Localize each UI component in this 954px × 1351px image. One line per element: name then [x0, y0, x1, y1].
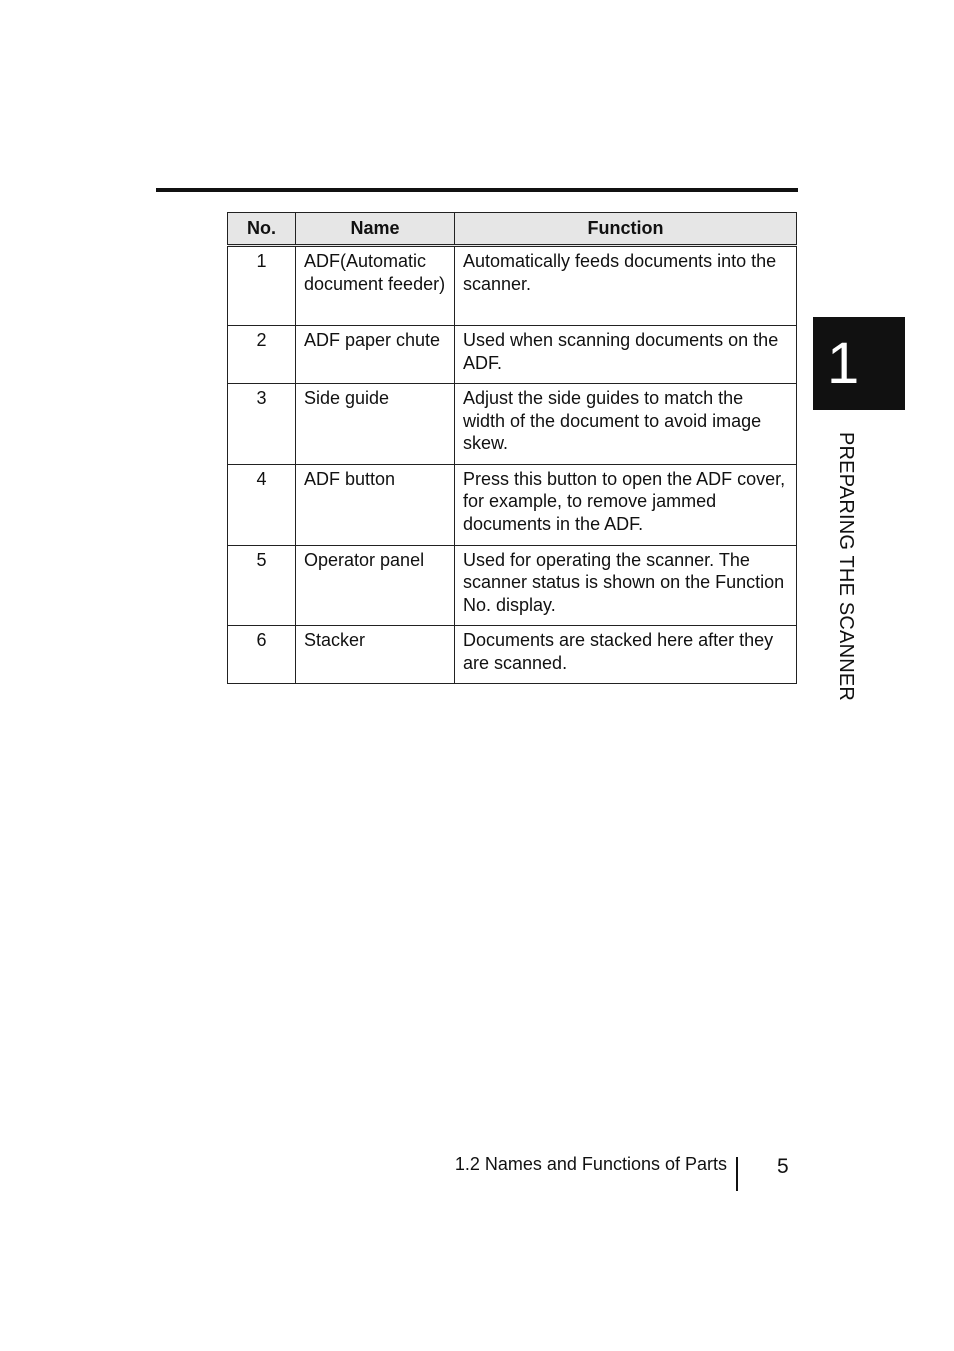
- row-no: 2: [228, 326, 296, 384]
- row-name: ADF button: [296, 464, 455, 545]
- top-rule: [156, 188, 798, 192]
- row-function: Used for operating the scanner. The scanner status is shown on the Function No. display.: [455, 545, 797, 626]
- table-header-row: [228, 213, 797, 246]
- chapter-title: PREPARING THE SCANNER: [835, 432, 857, 702]
- row-function: Documents are stacked here after they are scanned.: [455, 626, 797, 684]
- row-no: 3: [228, 384, 296, 465]
- row-no: 4: [228, 464, 296, 545]
- header-function: Function: [455, 213, 797, 246]
- header-no: No.: [228, 213, 296, 246]
- chapter-number-tab: 1: [813, 317, 905, 410]
- row-name: Side guide: [296, 384, 455, 465]
- page-number: 5: [777, 1155, 789, 1178]
- row-name: Stacker: [296, 626, 455, 684]
- table-row: [228, 464, 797, 545]
- table-row: [228, 326, 797, 384]
- row-name: Operator panel: [296, 545, 455, 626]
- row-name: ADF paper chute: [296, 326, 455, 384]
- row-function: Adjust the side guides to match the width of the document to avoid image skew.: [455, 384, 797, 465]
- table-row: [228, 545, 797, 626]
- header-name: Name: [296, 213, 455, 246]
- row-function: Used when scanning documents on the ADF.: [455, 326, 797, 384]
- parts-table: [227, 212, 797, 684]
- row-no: 6: [228, 626, 296, 684]
- row-name: ADF(Automatic document feeder): [296, 246, 455, 326]
- table-row: [228, 384, 797, 465]
- row-no: 5: [228, 545, 296, 626]
- table-row: [228, 626, 797, 684]
- footer-divider: [736, 1157, 738, 1191]
- table-row: [228, 246, 797, 326]
- row-function: Press this button to open the ADF cover, for example, to remove jammed documents in the ADF.: [455, 464, 797, 545]
- row-function: Automatically feeds documents into the scanner.: [455, 246, 797, 326]
- row-no: 1: [228, 246, 296, 326]
- footer-section-title: 1.2 Names and Functions of Parts: [454, 1154, 727, 1174]
